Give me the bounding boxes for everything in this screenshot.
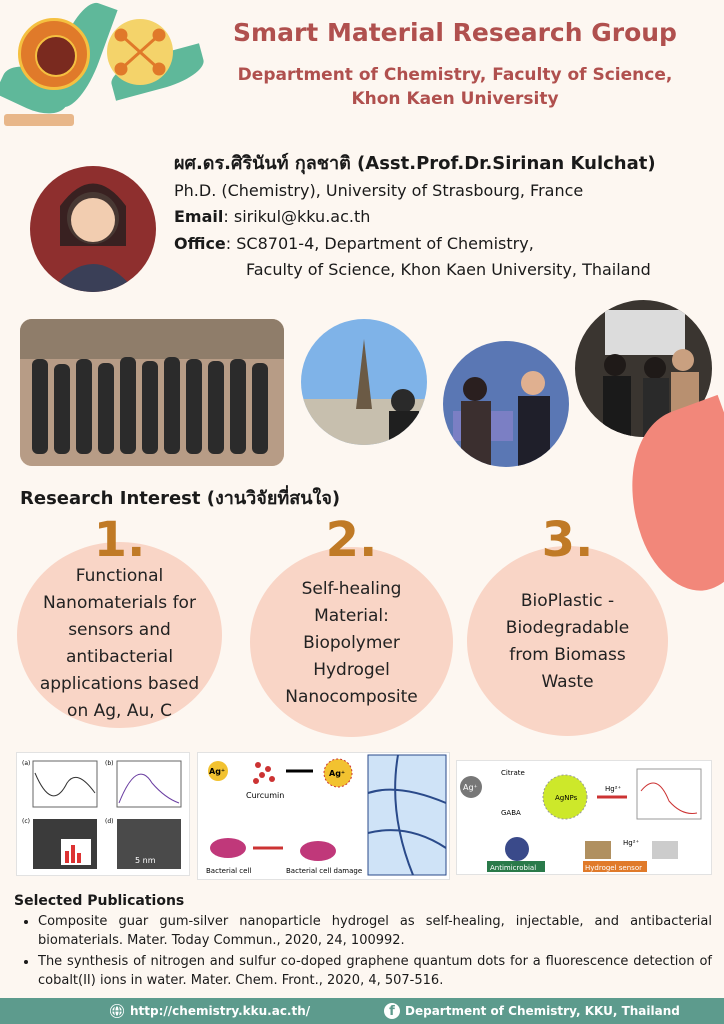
research-number-2: 2. [325, 512, 378, 568]
svg-text:(a): (a) [22, 760, 31, 767]
chem-kku-logo [107, 19, 173, 85]
profile-email [174, 207, 370, 226]
profile-degree: Ph.D. (Chemistry), University of Strasbourg, France [174, 181, 584, 200]
svg-text:Citrate: Citrate [501, 769, 525, 777]
svg-text:Bacterial cell: Bacterial cell [206, 867, 252, 875]
office-line: Faculty of Science, Khon Kaen University, Thailand [246, 260, 651, 279]
research-number-3: 3. [541, 512, 594, 568]
page-subtitle [200, 63, 710, 111]
profile-photo [30, 166, 156, 292]
profile-office [174, 234, 534, 253]
award-photo [443, 341, 569, 467]
svg-text:Ag⁺: Ag⁺ [463, 783, 478, 792]
svg-text:Bacterial cell damage: Bacterial cell damage [286, 867, 363, 875]
figure-spectra-tem [16, 752, 190, 876]
group-photo [20, 319, 284, 466]
page-title: Smart Material Research Group [233, 18, 677, 47]
svg-text:Hg²⁺: Hg²⁺ [605, 785, 622, 793]
eiffel-tower-photo [301, 319, 427, 445]
publications-list [22, 912, 712, 992]
kku-science-seal-logo [18, 18, 90, 90]
facebook-link[interactable]: Department of Chemistry, KKU, Thailand [405, 1004, 680, 1018]
research-number-1: 1. [93, 512, 146, 568]
research-text-1: Functional Nanomaterials for sensors and antibacterial applications based on Ag, Au, C [39, 566, 200, 721]
svg-text:Hg²⁺: Hg²⁺ [623, 839, 640, 847]
svg-text:Antimicrobial: Antimicrobial [490, 864, 537, 872]
svg-text:Ag⁺: Ag⁺ [329, 769, 346, 778]
svg-text:Ag⁺: Ag⁺ [209, 767, 226, 776]
email-label: Email [174, 207, 224, 226]
svg-text:(b): (b) [105, 760, 114, 767]
profile-name: ผศ.ดร.ศิรินันท์ กุลชาติ (Asst.Prof.Dr.Sirinan Kulchat) [174, 153, 656, 174]
publications-heading: Selected Publications [14, 893, 185, 909]
svg-text:Curcumin: Curcumin [246, 791, 285, 800]
molecule-icon [107, 19, 173, 85]
publication-item: • Composite guar gum-silver nanoparticle hydrogel as self-healing, injectable, and antibacterial biomaterials. Mater. Today Commun., 2020, 24, 100992. [38, 912, 712, 950]
svg-text:(c): (c) [22, 818, 30, 825]
email-value[interactable]: : sirikul@kku.ac.th [223, 207, 371, 226]
decor-base [4, 114, 74, 126]
svg-text:(d): (d) [105, 818, 114, 825]
research-text-2: Self-healing Material: Biopolymer Hydrogel Nanocomposite [285, 579, 418, 707]
facebook-icon: f [384, 1003, 400, 1019]
footer-bar [0, 998, 724, 1024]
svg-text:Hydrogel sensor: Hydrogel sensor [585, 864, 642, 872]
svg-text:5 nm: 5 nm [135, 856, 156, 865]
svg-text:GABA: GABA [501, 809, 521, 817]
office-line: : SC8701-4, Department of Chemistry, [225, 234, 534, 253]
website-link[interactable]: http://chemistry.kku.ac.th/ [130, 1004, 311, 1018]
office-label: Office [174, 234, 226, 253]
svg-text:AgNPs: AgNPs [555, 794, 578, 802]
research-interest-heading: Research Interest (งานวิจัยที่สนใจ) [20, 488, 341, 509]
figure-hydrogel-antibacterial [197, 752, 450, 880]
subtitle-line: Khon Kaen University [351, 89, 559, 109]
figure-agnps-sensor [456, 760, 712, 875]
globe-icon [110, 1004, 124, 1018]
research-text-3: BioPlastic - Biodegradable from Biomass Waste [505, 591, 630, 692]
publication-item: • The synthesis of nitrogen and sulfur co-doped graphene quantum dots for a fluorescence detection of cobalt(II) ions in water. Mater. Chem. Front., 2020, 4, 507-516. [38, 952, 712, 990]
subtitle-line: Department of Chemistry, Faculty of Science, [237, 65, 673, 85]
